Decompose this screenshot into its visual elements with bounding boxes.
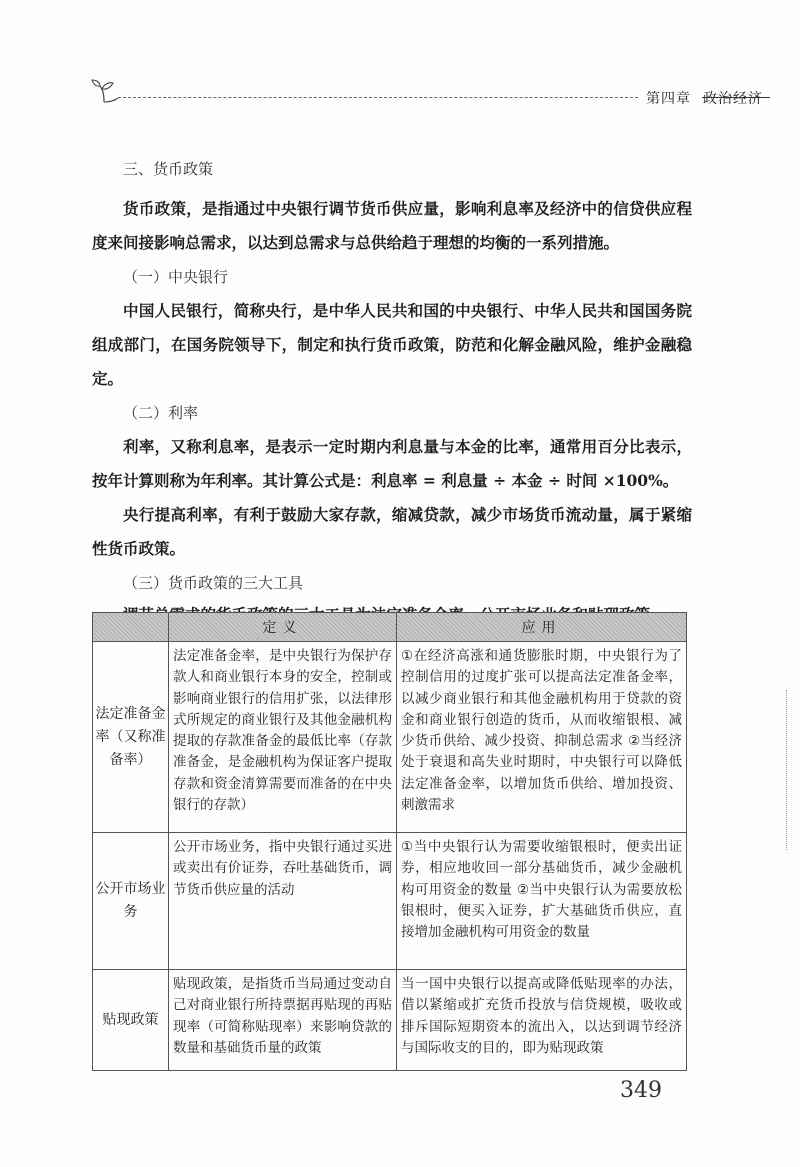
subsection-central-bank-title: （一）中央银行 bbox=[123, 268, 229, 286]
row-definition: 公开市场业务，指中央银行通过买进或卖出有价证券，吞吐基础货币，调节货币供应量的活动 bbox=[169, 833, 397, 970]
row-name-reserve-ratio: 法定准备金率（又称准备率） bbox=[93, 642, 169, 833]
chapter-number: 第四章 bbox=[646, 91, 691, 107]
row-definition: 贴现政策，是指货币当局通过变动自己对商业银行所持票据再贴现的再贴现率（可简称贴现率）来影响贷款的数量和基础货币量的政策 bbox=[169, 970, 397, 1071]
definition-paragraph: 货币政策，是指通过中央银行调节货币供应量，影响利息率及经济中的信贷供应程度来间接影响总需求，以达到总需求与总供给趋于理想的均衡的一系列措施。 bbox=[92, 199, 692, 252]
subsection-tools-title: （三）货币政策的三大工具 bbox=[123, 574, 304, 592]
row-name-discount: 贴现政策 bbox=[93, 970, 169, 1071]
table-row bbox=[93, 970, 687, 1071]
table-row bbox=[93, 642, 687, 833]
row-definition: 法定准备金率，是中央银行为保护存款人和商业银行本身的安全，控制或影响商业银行的信用扩张，以法律形式所规定的商业银行及其他金融机构提取的存款准备金的最低比率（存款准备金，是金融机构为保证客户提取存款和资金清算需要而准备的在中央银行的存款） bbox=[169, 642, 397, 833]
header-blank-cell bbox=[93, 613, 169, 642]
main-content bbox=[92, 158, 692, 632]
page-number: 349 bbox=[620, 1078, 662, 1103]
header-application: 应用 bbox=[397, 613, 687, 642]
sprout-icon bbox=[90, 78, 120, 104]
table-row bbox=[93, 833, 687, 970]
row-application: ①在经济高涨和通货膨胀时期，中央银行为了控制信用的过度扩张可以提高法定准备金率，以减少商业银行和其他金融机构用于贷款的资金和商业银行创造的货币，从而收缩银根、减少货币供给、减少投资、抑制总需求 ②当经济处于衰退和高失业时期时，中央银行可以降低法定准备金率，以增加货币供给、增加投资、刺激需求 bbox=[397, 642, 687, 833]
interest-paragraph-1: 利率，又称利息率，是表示一定时期内利息量与本金的比率，通常用百分比表示，按年计算则称为年利率。其计算公式是：利息率 = 利息量 ÷ 本金 ÷ 时间 ×100%。 bbox=[92, 437, 692, 490]
header-rule bbox=[118, 97, 638, 98]
header-rule-right bbox=[702, 97, 770, 98]
central-bank-paragraph: 中国人民银行，简称央行，是中华人民共和国的中央银行、中华人民共和国国务院组成部门，在国务院领导下，制定和执行货币政策，防范和化解金融风险，维护金融稳定。 bbox=[92, 301, 692, 388]
subsection-interest-title: （二）利率 bbox=[123, 404, 199, 422]
interest-paragraph-2: 央行提高利率，有利于鼓励大家存款，缩减贷款，减少市场货币流动量，属于紧缩性货币政策。 bbox=[92, 505, 692, 558]
header-definition: 定义 bbox=[169, 613, 397, 642]
scan-edge-marks bbox=[786, 690, 789, 850]
row-application: 当一国中央银行以提高或降低贴现率的办法，借以紧缩或扩充货币投放与信贷规模，吸收或排斥国际短期资本的流出入，以达到调节经济与国际收支的目的，即为贴现政策 bbox=[397, 970, 687, 1071]
table-header-row bbox=[93, 613, 687, 642]
section-title: 三、货币政策 bbox=[123, 160, 214, 178]
chapter-label bbox=[646, 88, 763, 108]
row-name-open-market: 公开市场业务 bbox=[93, 833, 169, 970]
chapter-title: 政治经济 bbox=[703, 91, 763, 107]
page-header bbox=[90, 78, 770, 108]
row-application: ①当中央银行认为需要收缩银根时，便卖出证券，相应地收回一部分基础货币，减少金融机构可用资金的数量 ②当中央银行认为需要放松银根时，便买入证券，扩大基础货币供应，直接增加金融机构可用资金的数量 bbox=[397, 833, 687, 970]
policy-tools-table bbox=[92, 612, 687, 1071]
